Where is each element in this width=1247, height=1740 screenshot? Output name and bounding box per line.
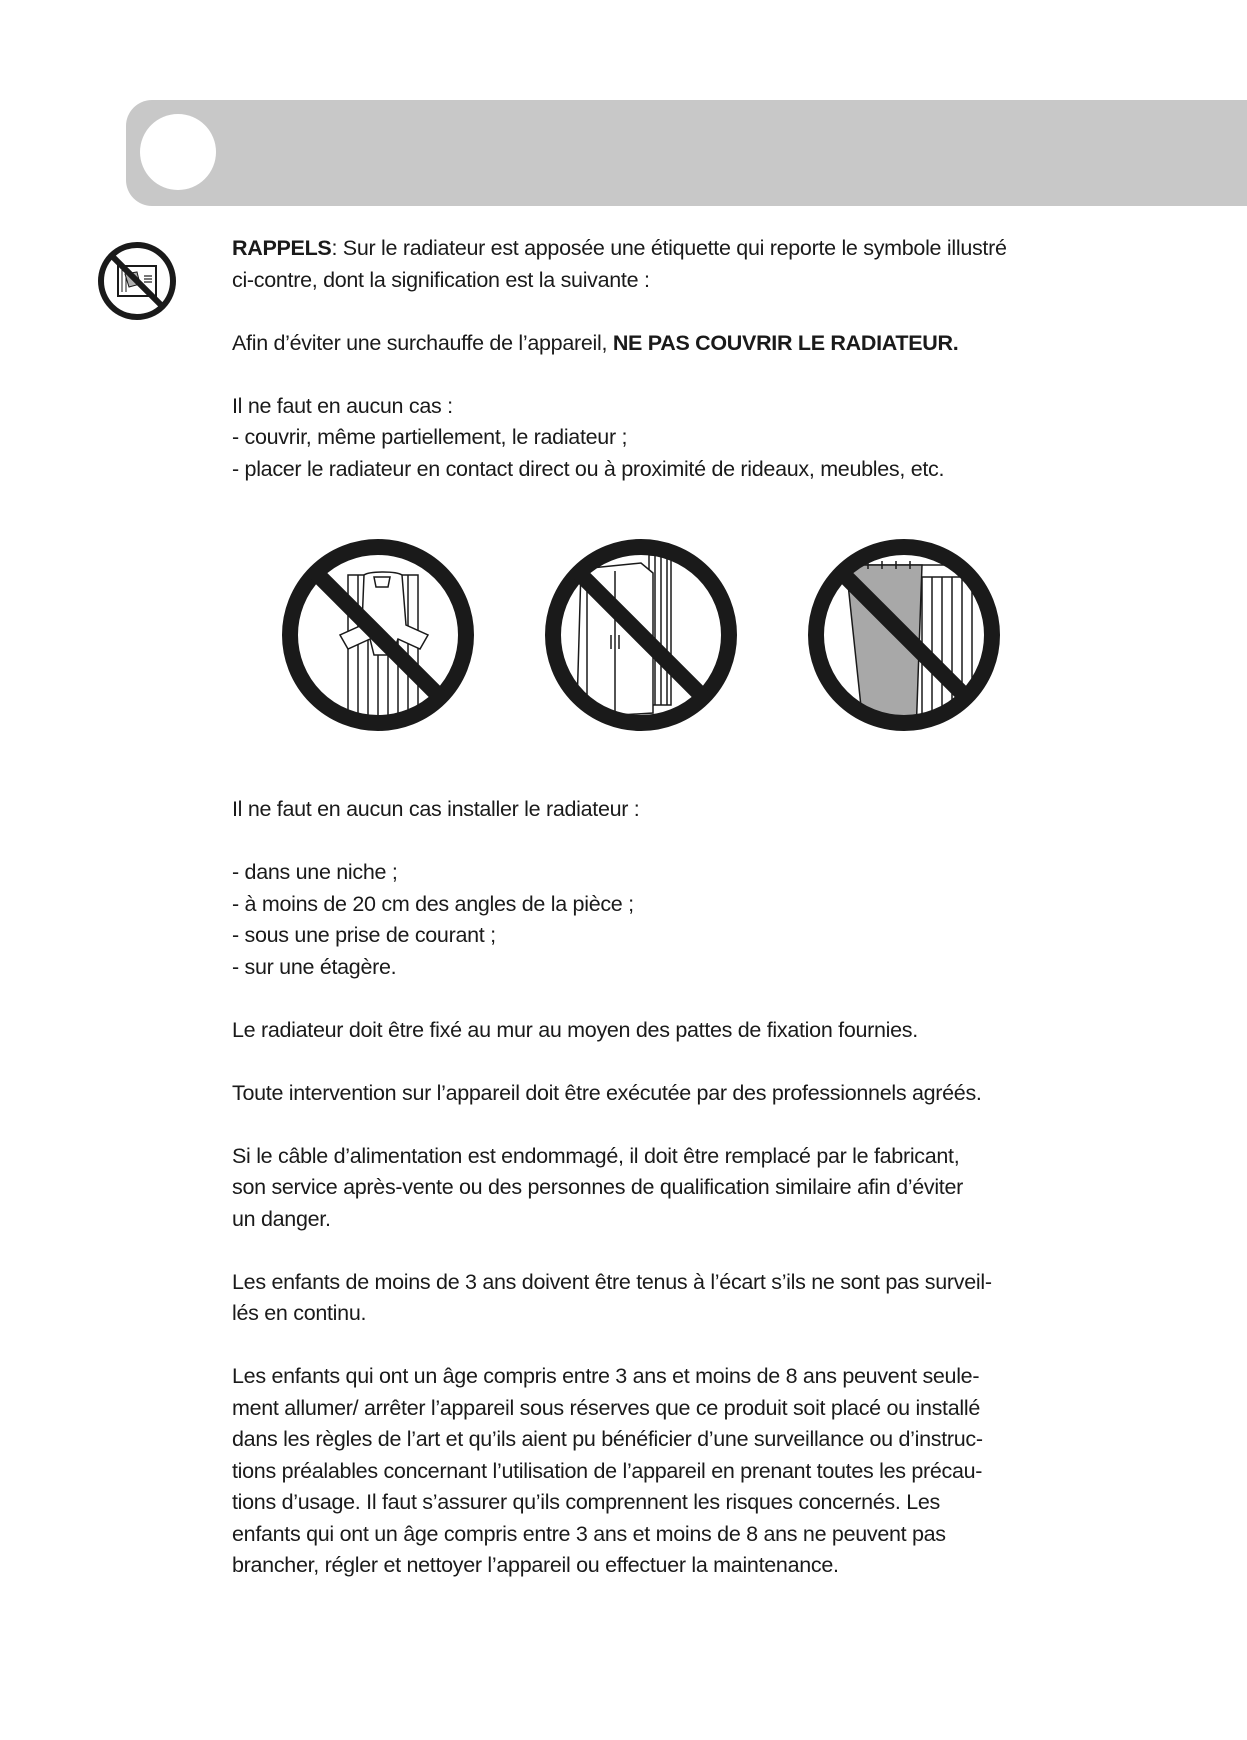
install-list-item: - dans une niche ; — [232, 860, 398, 884]
install-list-item: - sous une prise de courant ; — [232, 923, 496, 947]
never-list — [232, 391, 1112, 486]
fixation-paragraph: Le radiateur doit être fixé au mur au moyen des pattes de fixation fournies. — [232, 1017, 918, 1042]
install-heading-paragraph — [232, 794, 1112, 826]
no-furniture-near-radiator-icon — [541, 535, 741, 735]
rappels-line-2: ci-contre, dont la signification est la suivante : — [232, 267, 650, 292]
section-number-circle — [140, 114, 216, 190]
never-list-item: - couvrir, même partiellement, le radiateur ; — [232, 425, 628, 449]
install-heading: Il ne faut en aucun cas installer le radiateur : — [232, 797, 640, 821]
prohibition-illustrations — [278, 535, 1008, 740]
install-list-item: - à moins de 20 cm des angles de la pièce ; — [232, 891, 634, 916]
rappels-line-1: : Sur le radiateur est apposée une étiquette qui reporte le symbole illustré — [331, 236, 1007, 260]
no-curtain-near-radiator-icon — [804, 535, 1004, 735]
rappels-paragraph — [232, 233, 1112, 296]
never-list-heading: Il ne faut en aucun cas : — [232, 393, 453, 418]
rappels-section — [232, 233, 1112, 517]
rappels-label: RAPPELS — [232, 236, 332, 260]
intervention-paragraph: Toute intervention sur l’appareil doit être exécutée par des professionnels agréés. — [232, 1080, 982, 1105]
warning-prefix: Afin d’éviter une surchauffe de l’appareil, — [232, 330, 613, 355]
section-header-band — [126, 100, 1247, 206]
never-list-item: - placer le radiateur en contact direct ou à proximité de rideaux, meubles, etc. — [232, 456, 945, 481]
warning-bold: NE PAS COUVRIR LE RADIATEUR. — [612, 330, 959, 355]
no-clothes-on-radiator-icon — [278, 535, 478, 735]
no-cover-symbol-icon — [96, 240, 178, 322]
cable-paragraph: Si le câble d’alimentation est endommagé, il doit être remplacé par le fabricant, son service après-vente ou des personnes de qualification similaire afin d’éviter un danger. — [232, 1143, 963, 1231]
install-list-item: - sur une étagère. — [232, 954, 397, 979]
children-3-8-paragraph: Les enfants qui ont un âge compris entre 3 ans et moins de 8 ans peuvent seule- ment allumer/ arrêter l’appareil sous réserves que ce produit soit placé ou installé dans les règles de l’art et qu’ils aient pu bénéficier d’une surveillance ou d’instruc- tions préalables concernant l’utilisation de l’appareil en prenant toutes les précau- tions d’usage. Il faut s’assurer qu’ils comprennent les risques concernés. Les enfants qui ont un âge compris entre 3 ans et moins de 8 ans ne peuvent pas brancher, régler et nettoyer l’appareil ou effectuer la maintenance. — [232, 1364, 983, 1577]
warning-paragraph — [232, 328, 1112, 360]
children-under-3-paragraph: Les enfants de moins de 3 ans doivent être tenus à l’écart s’ils ne sont pas surveil- lés en continu. — [232, 1269, 992, 1325]
installation-section — [232, 794, 1112, 1613]
install-list — [232, 857, 1112, 983]
